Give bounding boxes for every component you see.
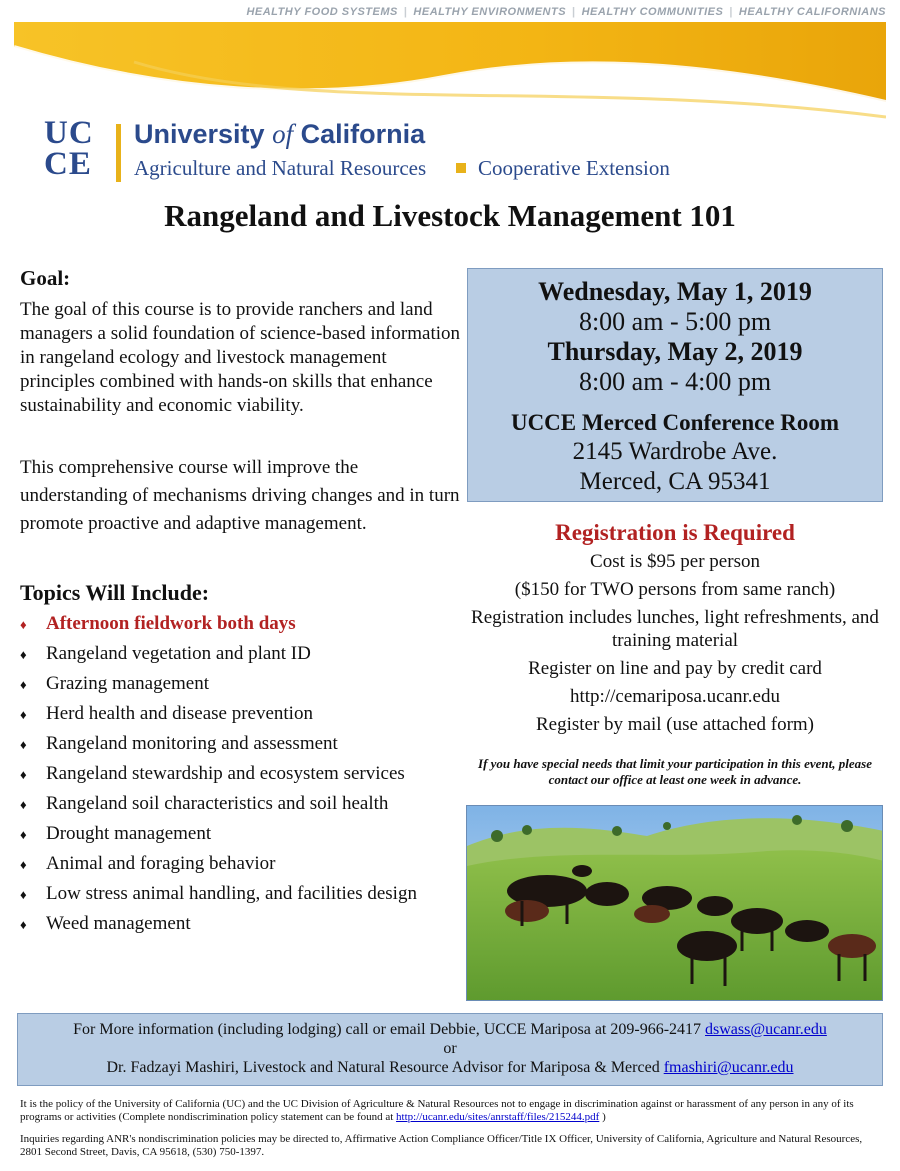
list-item: ♦ Rangeland vegetation and plant ID xyxy=(20,642,460,666)
logo-cooperative-extension: Cooperative Extension xyxy=(478,156,670,180)
list-item: ♦ Rangeland soil characteristics and soil health xyxy=(20,792,460,816)
logo-ce-text: CE xyxy=(44,146,92,182)
inquiries-text: Inquiries regarding ANR's nondiscrimination policies may be directed to, Affirmative Action Compliance Officer/Title IX Officer, University of California, Agriculture and Natural Resources, 2801 Second Street, Davis, CA 95618, (530) 750-1397. xyxy=(20,1133,863,1158)
cost-two-text: ($150 for TWO persons from same ranch) xyxy=(514,579,836,600)
cattle-pasture-image xyxy=(467,806,883,1001)
topics-list xyxy=(20,612,460,942)
diamond-bullet-icon: ♦ xyxy=(20,707,27,722)
logo-uc-text: UC xyxy=(44,115,94,151)
ucanr-logo xyxy=(44,115,744,188)
day1-time: 8:00 am - 5:00 pm xyxy=(578,307,772,336)
location-name: UCCE Merced Conference Room xyxy=(510,410,840,435)
logo-ucce-mark xyxy=(44,115,94,182)
policy-link[interactable]: http://ucanr.edu/sites/anrstaff/files/215244.pdf xyxy=(396,1111,600,1123)
special-needs-note: If you have special needs that limit your participation in this event, please contact our office at least one week in advance. xyxy=(478,756,872,787)
day2-date: Thursday, May 2, 2019 xyxy=(547,337,803,366)
diamond-bullet-icon: ♦ xyxy=(20,647,27,662)
tagline-3: HEALTHY COMMUNITIES xyxy=(581,6,724,18)
list-item: ♦ Rangeland stewardship and ecosystem services xyxy=(20,762,460,786)
page-title: Rangeland and Livestock Management 101 xyxy=(164,198,736,233)
email-link-fmashiri[interactable]: fmashiri@ucanr.edu xyxy=(663,1059,794,1076)
contact-or: or xyxy=(443,1040,457,1057)
diamond-bullet-icon: ♦ xyxy=(20,617,27,632)
diamond-bullet-icon: ♦ xyxy=(20,917,27,932)
tagline-1: HEALTHY FOOD SYSTEMS xyxy=(246,6,398,18)
topics-heading: Topics Will Include: xyxy=(20,580,210,605)
list-item: ♦ Weed management xyxy=(20,912,460,936)
diamond-bullet-icon: ♦ xyxy=(20,797,27,812)
address-line-1: 2145 Wardrobe Ave. xyxy=(572,438,778,465)
list-item: ♦ Animal and foraging behavior xyxy=(20,852,460,876)
goal-paragraph: The goal of this course is to provide ranchers and land managers a solid foundation of science-based information in rangeland ecology and livestock management principles combined with hands-on skills that enhance sustainability and economic viability. xyxy=(20,299,461,416)
list-item: ♦ Rangeland monitoring and assessment xyxy=(20,732,460,756)
registration-url[interactable]: http://cemariposa.ucanr.edu xyxy=(570,686,780,707)
goal-heading: Goal: xyxy=(20,266,71,290)
cost-text: Cost is $95 per person xyxy=(590,551,760,572)
diamond-bullet-icon: ♦ xyxy=(20,737,27,752)
schedule-box xyxy=(467,268,883,502)
address-line-2: Merced, CA 95341 xyxy=(579,468,771,495)
registration-required: Registration is Required xyxy=(555,520,795,545)
diamond-bullet-icon: ♦ xyxy=(20,887,27,902)
course-paragraph: This comprehensive course will improve the understanding of mechanisms driving changes and in turn promote proactive and adaptive management. xyxy=(20,457,460,534)
includes-text: Registration includes lunches, light refreshments, and training material xyxy=(471,607,879,651)
logo-university: University of California xyxy=(134,119,426,149)
email-link-dswass[interactable]: dswass@ucanr.edu xyxy=(705,1021,827,1038)
logo-anr: Agriculture and Natural Resources xyxy=(134,156,427,180)
tagline-2: HEALTHY ENVIRONMENTS xyxy=(413,6,567,18)
diamond-bullet-icon: ♦ xyxy=(20,767,27,782)
logo-square-icon xyxy=(456,163,466,173)
gold-wave-banner xyxy=(14,22,886,132)
diamond-bullet-icon: ♦ xyxy=(20,857,27,872)
registration-section xyxy=(467,518,883,739)
list-item: ♦ Herd health and disease prevention xyxy=(20,702,460,726)
tagline-bar: HEALTHY FOOD SYSTEMS | HEALTHY ENVIRONMENTS | HEALTHY COMMUNITIES | HEALTHY CALIFORNIANS xyxy=(246,6,886,18)
logo-divider xyxy=(116,124,121,182)
list-item: ♦ Drought management xyxy=(20,822,460,846)
contact-box xyxy=(17,1013,883,1086)
list-item: ♦ Afternoon fieldwork both days xyxy=(20,612,460,636)
nondiscrimination-policy: It is the policy of the University of California (UC) and the UC Division of Agriculture & Natural Resources not to engage in discrimination against or harassment of any person in any of its programs or activities (Complete nondiscrimination policy statement can be found at http://ucanr.edu/sites/anrstaff/files/215244.pdf ) xyxy=(20,1098,854,1123)
list-item: ♦ Low stress animal handling, and facilities design xyxy=(20,882,460,906)
day1-date: Wednesday, May 1, 2019 xyxy=(538,277,812,306)
diamond-bullet-icon: ♦ xyxy=(20,827,27,842)
register-online-text: Register on line and pay by credit card xyxy=(528,658,822,679)
cattle-photo xyxy=(466,805,883,1001)
contact-line-1: For More information (including lodging) call or email Debbie, UCCE Mariposa at 209-966-2417 dswass@ucanr.edu xyxy=(73,1021,827,1038)
register-mail-text: Register by mail (use attached form) xyxy=(535,714,815,735)
diamond-bullet-icon: ♦ xyxy=(20,677,27,692)
list-item: ♦ Grazing management xyxy=(20,672,460,696)
day2-time: 8:00 am - 4:00 pm xyxy=(578,367,772,396)
tagline-4: HEALTHY CALIFORNIANS xyxy=(738,6,886,18)
contact-line-2: Dr. Fadzayi Mashiri, Livestock and Natural Resource Advisor for Mariposa & Merced fmashiri@ucanr.edu xyxy=(106,1059,794,1076)
